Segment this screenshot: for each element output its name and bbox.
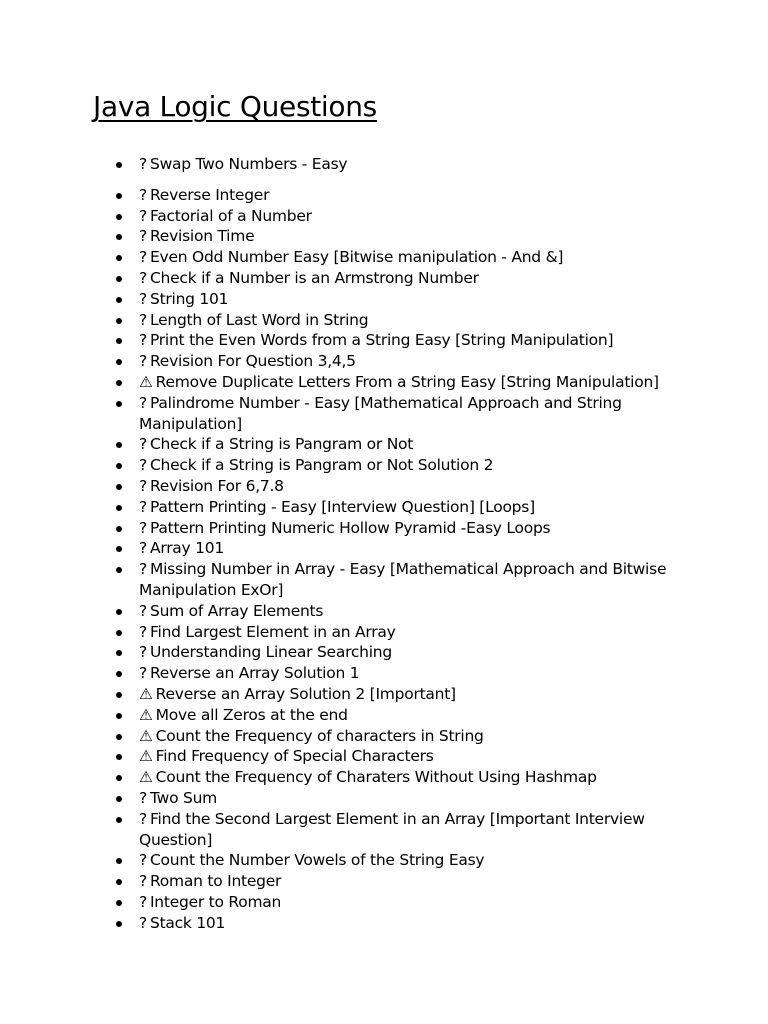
list-item (115, 330, 685, 351)
list-item-text: Find Largest Element in an Array (149, 622, 396, 641)
list-item-text: Missing Number in Array - Easy [Mathematical Approach and Bitwise Manipulation ExOr] (139, 560, 667, 599)
status-marker-icon: ? (139, 435, 147, 454)
list-item (115, 268, 685, 289)
status-marker-icon: ? (139, 664, 147, 683)
list-item (115, 372, 685, 393)
status-marker-icon: ? (139, 155, 147, 173)
question-list (115, 154, 685, 933)
status-marker-icon: ? (139, 289, 147, 308)
list-item-text: Revision For Question 3,4,5 (149, 352, 356, 371)
list-item-text: Sum of Array Elements (149, 601, 324, 620)
list-item-text: Reverse Integer (149, 185, 270, 204)
list-item-text: Check if a String is Pangram or Not Solution 2 (149, 456, 494, 475)
list-item-text: Factorial of a Number (149, 206, 312, 225)
list-item (115, 289, 685, 310)
warning-icon: ⚠ (139, 768, 153, 787)
page-title: Java Logic Questions (93, 90, 377, 123)
status-marker-icon: ? (139, 206, 147, 225)
status-marker-icon: ? (139, 539, 147, 558)
list-item (115, 538, 685, 559)
list-item-text: Count the Frequency of Charaters Without Using Hashmap (155, 768, 597, 787)
status-marker-icon: ? (139, 622, 147, 641)
list-item-text: Move all Zeros at the end (155, 705, 348, 724)
status-marker-icon: ? (139, 560, 147, 579)
status-marker-icon: ? (139, 227, 147, 246)
list-item-text: String 101 (149, 289, 229, 308)
status-marker-icon: ? (139, 268, 147, 287)
list-item-text: Print the Even Words from a String Easy [String Manipulation] (149, 331, 614, 350)
list-item-text: Count the Frequency of characters in String (155, 726, 484, 745)
list-item-text: Roman to Integer (149, 872, 282, 891)
list-item (115, 206, 685, 227)
list-item-text: Integer to Roman (149, 892, 282, 911)
list-item-text: Length of Last Word in String (149, 310, 369, 329)
status-marker-icon: ? (139, 456, 147, 475)
list-item (115, 559, 685, 601)
list-item-text: Stack 101 (149, 913, 226, 932)
list-item (115, 497, 685, 518)
list-item (115, 809, 685, 851)
status-marker-icon: ? (139, 601, 147, 620)
list-item (115, 226, 685, 247)
list-item (115, 642, 685, 663)
list-item (115, 351, 685, 372)
list-item (115, 185, 685, 206)
list-item (115, 705, 685, 726)
list-item-text: Understanding Linear Searching (149, 643, 392, 662)
list-item (115, 788, 685, 809)
list-item (115, 913, 685, 934)
status-marker-icon: ? (139, 310, 147, 329)
warning-icon: ⚠ (139, 705, 153, 724)
status-marker-icon: ? (139, 331, 147, 350)
status-marker-icon: ? (139, 476, 147, 495)
list-item-text: Even Odd Number Easy [Bitwise manipulation - And &] (149, 248, 564, 267)
list-item-text: Check if a String is Pangram or Not (149, 435, 414, 454)
status-marker-icon: ? (139, 788, 147, 807)
list-item (115, 663, 685, 684)
list-item-text: Find the Second Largest Element in an Array [Important Interview Question] (139, 809, 645, 849)
status-marker-icon: ? (139, 497, 147, 516)
status-marker-icon: ? (139, 248, 147, 267)
status-marker-icon: ? (139, 809, 147, 828)
list-item-text: Palindrome Number - Easy [Mathematical Approach and String Manipulation] (139, 393, 622, 433)
status-marker-icon: ? (139, 851, 147, 870)
list-item-text: Array 101 (149, 539, 224, 558)
list-item (115, 746, 685, 767)
warning-icon: ⚠ (139, 372, 153, 391)
status-marker-icon: ? (139, 913, 147, 932)
list-item-text: Two Sum (149, 788, 217, 807)
status-marker-icon: ? (139, 643, 147, 662)
list-item (115, 247, 685, 268)
list-item (115, 310, 685, 331)
list-item (115, 476, 685, 497)
list-item (115, 622, 685, 643)
list-item-text: Reverse an Array Solution 1 (149, 664, 360, 683)
list-item (115, 393, 685, 435)
status-marker-icon: ? (139, 185, 147, 204)
list-item (115, 871, 685, 892)
list-item-text: Pattern Printing - Easy [Interview Question] [Loops] (149, 497, 535, 516)
list-item (115, 767, 685, 788)
list-item (115, 154, 685, 175)
list-item (115, 455, 685, 476)
list-item-text: Reverse an Array Solution 2 [Important] (155, 684, 456, 703)
list-item-text: Find Frequency of Special Characters (155, 747, 434, 766)
status-marker-icon: ? (139, 872, 147, 891)
warning-icon: ⚠ (139, 684, 153, 703)
status-marker-icon: ? (139, 352, 147, 371)
list-item (115, 684, 685, 705)
list-item (115, 518, 685, 539)
list-item-text: Swap Two Numbers - Easy (149, 155, 348, 173)
list-item (115, 434, 685, 455)
list-item-text: Pattern Printing Numeric Hollow Pyramid -Easy Loops (149, 518, 551, 537)
list-item-text: Count the Number Vowels of the String Easy (149, 851, 485, 870)
list-item-text: Check if a Number is an Armstrong Number (149, 268, 479, 287)
list-item-text: Remove Duplicate Letters From a String Easy [String Manipulation] (155, 372, 659, 391)
list-item (115, 726, 685, 747)
list-item-text: Revision Time (149, 227, 255, 246)
warning-icon: ⚠ (139, 726, 153, 745)
list-item (115, 892, 685, 913)
status-marker-icon: ? (139, 518, 147, 537)
list-item-text: Revision For 6,7.8 (149, 476, 284, 495)
list-item (115, 850, 685, 871)
warning-icon: ⚠ (139, 747, 153, 766)
list-item (115, 601, 685, 622)
status-marker-icon: ? (139, 393, 147, 412)
status-marker-icon: ? (139, 892, 147, 911)
